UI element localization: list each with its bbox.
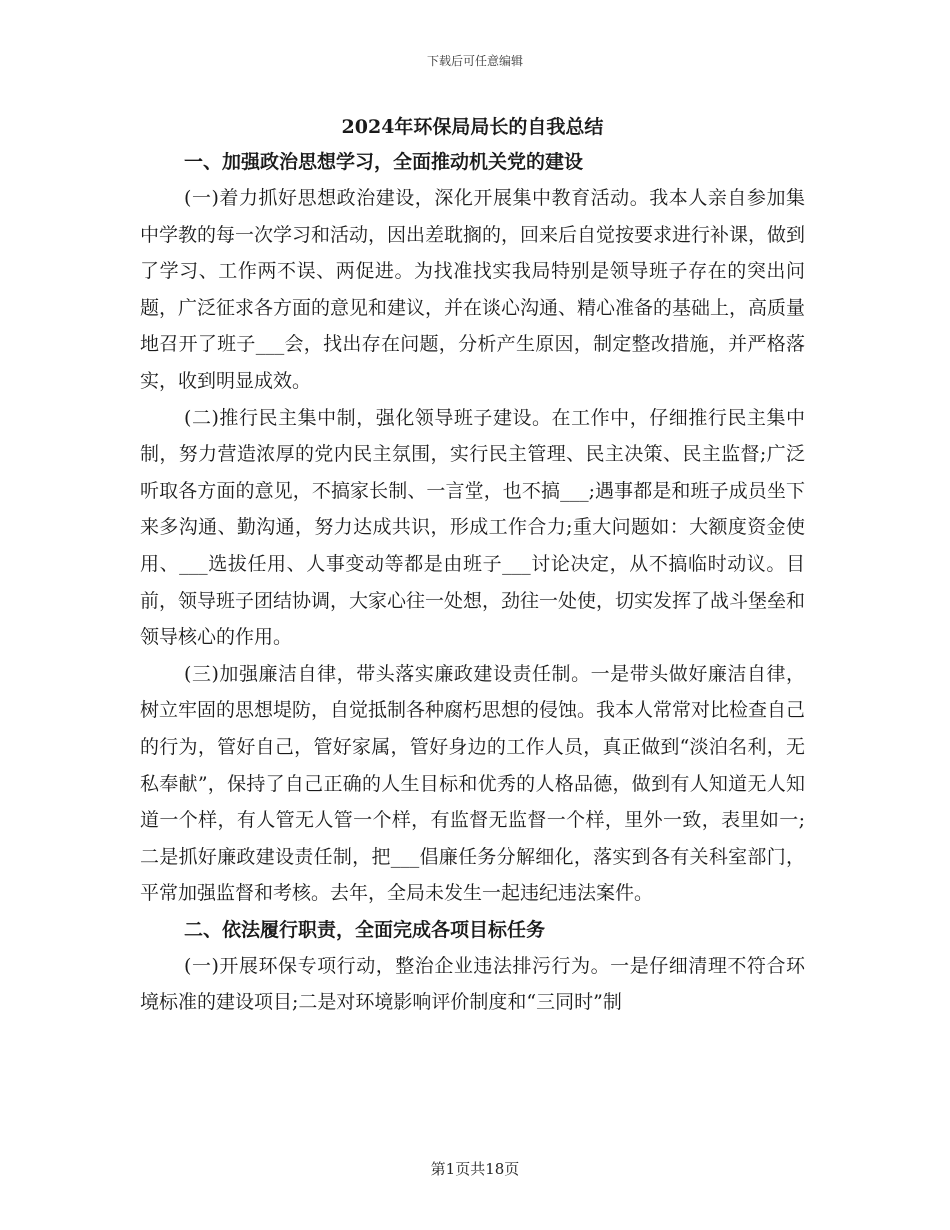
paragraph-1-3: (三)加强廉洁自律，带头落实廉政建设责任制。一是带头做好廉洁自律，树立牢固的思想堤防，自觉抵制各种腐朽思想的侵蚀。我本人常常对比检查自己的行为，管好自己，管好家属，管好身边的工作人员，真正做到“淡泊名利，无私奉献”，保持了自己正确的人生目标和优秀的人格品德，做到有人知道无人知道一个样，有人管无人管一个样，有监督无监督一个样，里外一致，表里如一;二是抓好廉政建设责任制，把___倡廉任务分解细化，落实到各有关科室部门，平常加强监督和考核。去年，全局未发生一起违纪违法案件。: [140, 662, 806, 905]
paragraph-1-2: (二)推行民主集中制，强化领导班子建设。在工作中，仔细推行民主集中制，努力营造浓厚的党内民主氛围，实行民主管理、民主决策、民主监督;广泛听取各方面的意见，不搞家长制、一言堂，也不搞___;遇事都是和班子成员坐下来多沟通、勤沟通，努力达成共识，形成工作合力;重大问题如：大额度资金使用、___选拔任用、人事变动等都是由班子___讨论决定，从不搞临时动议。目前，领导班子团结协调，大家心往一处想，劲往一处使，切实发挥了战斗堡垒和领导核心的作用。: [140, 406, 806, 649]
section-heading-2: 二、依法履行职责，全面完成各项目标任务: [184, 918, 546, 941]
document-title: 2024年环保局局长的自我总结: [341, 116, 604, 138]
page-number: 第1页共18页: [430, 1160, 520, 1178]
document-body: [140, 110, 805, 1021]
paragraph-2-1: (一)开展环保专项行动，整治企业违法排污行为。一是仔细清理不符合环境标准的建设项目;二是对环境影响评价制度和“三同时”制: [140, 954, 805, 1014]
section-heading-1: 一、加强政治思想学习，全面推动机关党的建设: [184, 151, 584, 173]
paragraph-1-1: (一)着力抓好思想政治建设，深化开展集中教育活动。我本人亲自参加集中学教的每一次学习和活动，因出差耽搁的，回来后自觉按要求进行补课，做到了学习、工作两不误、两促进。为找准找实我局特别是领导班子存在的突出问题，广泛征求各方面的意见和建议，并在谈心沟通、精心准备的基础上，高质量地召开了班子___会，找出存在问题，分析产生原因，制定整改措施，并严格落实，收到明显成效。: [140, 187, 806, 392]
page-header-note: 下载后可任意编辑: [426, 54, 523, 68]
